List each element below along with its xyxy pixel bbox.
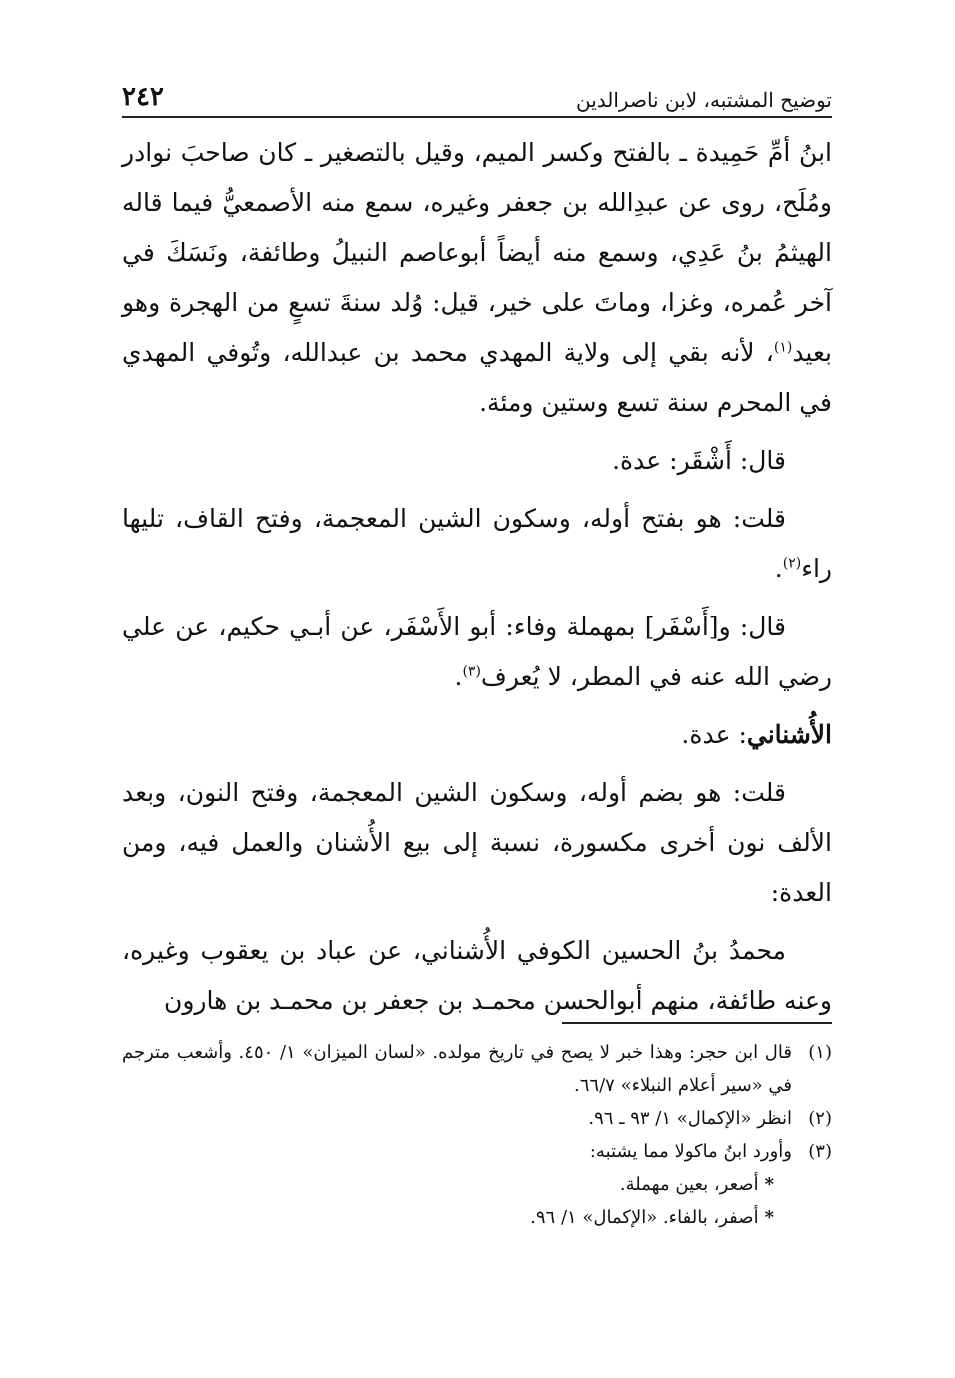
footnote-ref-3: (٣) — [462, 663, 481, 680]
footnote-ref-1: (١) — [773, 339, 793, 356]
paragraph-text: ابنُ أمِّ حَمِيدة ـ بالفتح وكسر الميم، وقيل بالتصغير ـ كان صاحبَ نوادر ومُلَح، روى عن عبدِالله بن جعفر وغيره، سمع منه الأصمعيُّ فيما قاله الهيثمُ بنُ عَدِي، وسمع منه أيضاً أبوعاصم النبيلُ وطائفة، ونَسَكَ في آخر عُمره، وغزا، وماتَ على خير، قيل: وُلد سنةَ تسعٍ من الهجرة وهو بعيد — [122, 138, 832, 367]
paragraph-ushnani-entry — [122, 710, 832, 760]
footnotes — [122, 1036, 832, 1234]
paragraph-text: قال: أَشْقَر: عدة. — [612, 446, 786, 475]
footnote-2 — [122, 1102, 832, 1135]
paragraph-asfar-entry — [122, 602, 832, 702]
paragraph-text: قال: و[أَسْفَر] بمهملة وفاء: أبو الأَسْفَر، عن أبـي حكيم، عن علي رضي الله عنه في المطر، لا يُعرف — [122, 612, 832, 691]
paragraph-text-continued: ، لأنه بقي إلى ولاية المهدي محمد بن عبدالله، وتُوفي المهدي في المحرم سنة تسع وستين ومئة. — [122, 338, 832, 417]
subitem-text: أصفر، بالفاء. «الإكمال» ١/ ٩٦. — [530, 1207, 759, 1228]
paragraph-text: قلت: هو بضم أوله، وسكون الشين المعجمة، وفتح النون، وبعد الألف نون أخرى مكسورة، نسبة إلى بيع الأُشنان والعمل فيه، ومن العدة: — [122, 778, 832, 907]
paragraph-text: قلت: هو بفتح أوله، وسكون الشين المعجمة، وفتح القاف، تليها راء — [122, 504, 832, 583]
footnote-number: (١) — [808, 1042, 832, 1063]
footnote-3 — [122, 1135, 832, 1168]
footnote-ref-2: (٢) — [782, 555, 802, 572]
paragraph-ushnani-note — [122, 768, 832, 918]
paragraph-ashqar-entry — [122, 436, 832, 486]
footnote-number: (٢) — [808, 1108, 832, 1129]
paragraph-text: محمدُ بنُ الحسين الكوفي الأُشناني، عن عباد بن يعقوب وغيره، وعنه طائفة، منهم أبوالحسن محمـد بن جعفر بن محمـد بن هارون — [122, 936, 832, 1015]
footnote-3-subitem-1 — [122, 1168, 832, 1201]
entry-rest: : عدة. — [681, 720, 747, 749]
footnote-divider — [562, 1022, 832, 1024]
footnote-1 — [122, 1036, 832, 1102]
footnote-text: قال ابن حجر: وهذا خبر لا يصح في تاريخ مولده. «لسان الميزان» ١/ ٤٥٠. وأشعب مترجم في «سير أعلام النبلاء» ٦٦/٧. — [122, 1042, 792, 1096]
running-title: توضيح المشتبه، لابن ناصرالدين — [575, 88, 832, 112]
footnote-text: انظر «الإكمال» ١/ ٩٣ ـ ٩٦. — [588, 1108, 792, 1129]
entry-heading: الأُشناني — [746, 720, 832, 749]
subitem-text: أصعر، بعين مهملة. — [619, 1174, 759, 1195]
page-number: ٢٤٢ — [122, 82, 164, 112]
paragraph-muhammad-ushnani — [122, 926, 832, 1026]
footnote-text: وأورد ابنُ ماكولا مما يشتبه: — [589, 1141, 792, 1162]
main-text — [122, 128, 832, 1026]
page-header — [122, 74, 832, 118]
paragraph-ashqar-note — [122, 494, 832, 594]
asterisk-icon: * — [764, 1174, 774, 1195]
paragraph-end: . — [774, 554, 783, 583]
paragraph-end: . — [454, 662, 463, 691]
paragraph-ibn-umm-hamida — [122, 128, 832, 428]
footnote-3-subitem-2 — [122, 1201, 832, 1234]
footnote-number: (٣) — [808, 1141, 832, 1162]
asterisk-icon: * — [764, 1207, 774, 1228]
